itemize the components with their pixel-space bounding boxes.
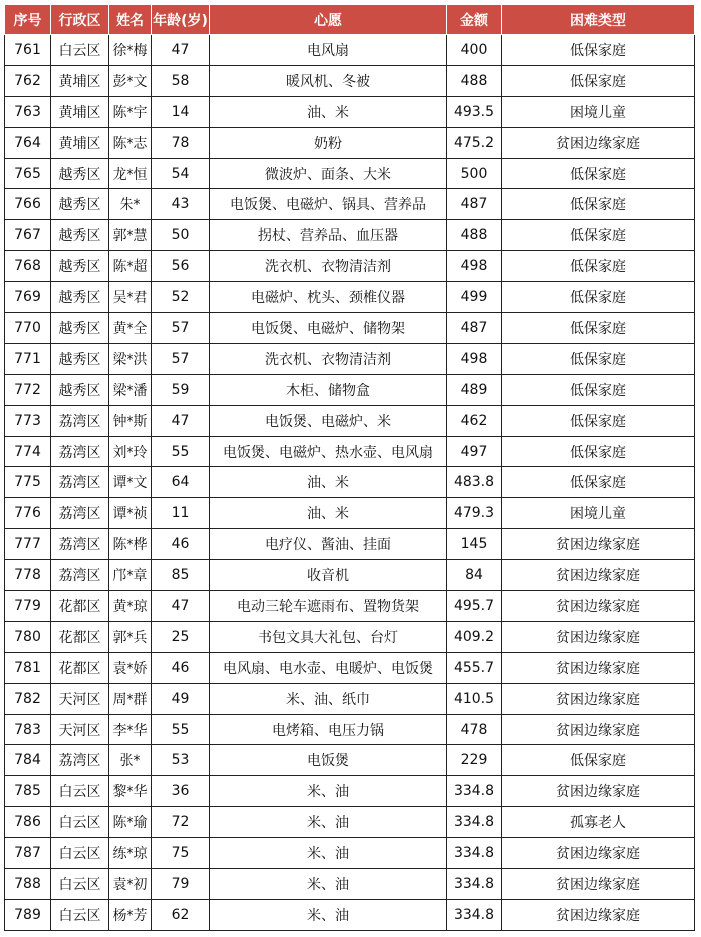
- cell-age: 62: [152, 899, 210, 930]
- table-row: [5, 899, 695, 930]
- cell-district: 白云区: [51, 776, 109, 807]
- cell-wish: 米、油: [210, 776, 447, 807]
- cell-name: 梁*洪: [109, 343, 152, 374]
- cell-index: 783: [5, 714, 51, 745]
- cell-age: 25: [152, 621, 210, 652]
- cell-name: 龙*恒: [109, 158, 152, 189]
- table-header: [5, 5, 695, 35]
- table-row: [5, 467, 695, 498]
- cell-wish: 洗衣机、衣物清洁剂: [210, 251, 447, 282]
- cell-amount: 488: [447, 65, 502, 96]
- table-body: [5, 35, 695, 931]
- cell-index: 766: [5, 189, 51, 220]
- cell-district: 荔湾区: [51, 467, 109, 498]
- cell-name: 黄*全: [109, 313, 152, 344]
- table-row: [5, 282, 695, 313]
- cell-name: 练*琼: [109, 838, 152, 869]
- cell-wish: 洗衣机、衣物清洁剂: [210, 343, 447, 374]
- cell-amount: 489: [447, 374, 502, 405]
- cell-index: 765: [5, 158, 51, 189]
- table-row: [5, 683, 695, 714]
- table-row: [5, 776, 695, 807]
- cell-wish: 电风扇: [210, 35, 447, 66]
- cell-wish: 拐杖、营养品、血压器: [210, 220, 447, 251]
- cell-hardship-type: 低保家庭: [502, 405, 695, 436]
- cell-wish: 电动三轮车遮雨布、置物货架: [210, 591, 447, 622]
- cell-district: 白云区: [51, 35, 109, 66]
- cell-amount: 334.8: [447, 776, 502, 807]
- table-row: [5, 251, 695, 282]
- cell-district: 花都区: [51, 652, 109, 683]
- cell-name: 彭*文: [109, 65, 152, 96]
- cell-index: 789: [5, 899, 51, 930]
- cell-index: 764: [5, 127, 51, 158]
- cell-district: 黄埔区: [51, 96, 109, 127]
- cell-district: 越秀区: [51, 313, 109, 344]
- cell-hardship-type: 贫困边缘家庭: [502, 529, 695, 560]
- cell-district: 越秀区: [51, 282, 109, 313]
- cell-index: 775: [5, 467, 51, 498]
- cell-hardship-type: 低保家庭: [502, 313, 695, 344]
- cell-index: 788: [5, 869, 51, 900]
- cell-wish: 电风扇、电水壶、电暖炉、电饭煲: [210, 652, 447, 683]
- cell-wish: 木柜、储物盒: [210, 374, 447, 405]
- cell-district: 越秀区: [51, 251, 109, 282]
- cell-age: 47: [152, 35, 210, 66]
- cell-index: 772: [5, 374, 51, 405]
- cell-index: 785: [5, 776, 51, 807]
- cell-name: 郭*兵: [109, 621, 152, 652]
- cell-age: 47: [152, 591, 210, 622]
- cell-amount: 409.2: [447, 621, 502, 652]
- cell-wish: 书包文具大礼包、台灯: [210, 621, 447, 652]
- cell-name: 徐*梅: [109, 35, 152, 66]
- cell-district: 荔湾区: [51, 436, 109, 467]
- cell-district: 荔湾区: [51, 745, 109, 776]
- cell-index: 771: [5, 343, 51, 374]
- cell-district: 白云区: [51, 869, 109, 900]
- cell-hardship-type: 低保家庭: [502, 374, 695, 405]
- cell-wish: 暖风机、冬被: [210, 65, 447, 96]
- table-row: [5, 65, 695, 96]
- cell-district: 荔湾区: [51, 405, 109, 436]
- cell-district: 荔湾区: [51, 529, 109, 560]
- cell-age: 59: [152, 374, 210, 405]
- cell-district: 白云区: [51, 838, 109, 869]
- cell-district: 白云区: [51, 899, 109, 930]
- cell-name: 张*: [109, 745, 152, 776]
- cell-amount: 498: [447, 251, 502, 282]
- table-row: [5, 498, 695, 529]
- table-row: [5, 652, 695, 683]
- table-row: [5, 529, 695, 560]
- cell-name: 黄*琼: [109, 591, 152, 622]
- table-row: [5, 374, 695, 405]
- header-cell-wish: 心愿: [210, 5, 447, 35]
- cell-age: 46: [152, 529, 210, 560]
- cell-age: 57: [152, 313, 210, 344]
- cell-hardship-type: 低保家庭: [502, 35, 695, 66]
- cell-index: 763: [5, 96, 51, 127]
- cell-district: 花都区: [51, 621, 109, 652]
- cell-index: 761: [5, 35, 51, 66]
- cell-wish: 电烤箱、电压力锅: [210, 714, 447, 745]
- cell-index: 784: [5, 745, 51, 776]
- table-row: [5, 35, 695, 66]
- cell-amount: 462: [447, 405, 502, 436]
- cell-hardship-type: 贫困边缘家庭: [502, 560, 695, 591]
- cell-age: 47: [152, 405, 210, 436]
- cell-wish: 奶粉: [210, 127, 447, 158]
- cell-amount: 495.7: [447, 591, 502, 622]
- cell-hardship-type: 贫困边缘家庭: [502, 776, 695, 807]
- cell-amount: 145: [447, 529, 502, 560]
- cell-wish: 收音机: [210, 560, 447, 591]
- cell-wish: 米、油: [210, 838, 447, 869]
- cell-index: 786: [5, 807, 51, 838]
- cell-name: 陈*瑜: [109, 807, 152, 838]
- cell-district: 白云区: [51, 807, 109, 838]
- cell-index: 777: [5, 529, 51, 560]
- table-row: [5, 127, 695, 158]
- cell-district: 荔湾区: [51, 560, 109, 591]
- cell-district: 越秀区: [51, 158, 109, 189]
- cell-wish: 油、米: [210, 467, 447, 498]
- cell-age: 75: [152, 838, 210, 869]
- cell-age: 36: [152, 776, 210, 807]
- cell-wish: 电饭煲、电磁炉、热水壶、电风扇: [210, 436, 447, 467]
- cell-amount: 487: [447, 189, 502, 220]
- cell-name: 陈*桦: [109, 529, 152, 560]
- cell-hardship-type: 低保家庭: [502, 220, 695, 251]
- cell-wish: 米、油: [210, 807, 447, 838]
- cell-age: 72: [152, 807, 210, 838]
- table-row: [5, 343, 695, 374]
- cell-amount: 400: [447, 35, 502, 66]
- cell-index: 773: [5, 405, 51, 436]
- cell-index: 776: [5, 498, 51, 529]
- cell-name: 吴*君: [109, 282, 152, 313]
- header-cell-amount: 金额: [447, 5, 502, 35]
- cell-name: 朱*: [109, 189, 152, 220]
- cell-name: 李*华: [109, 714, 152, 745]
- cell-name: 谭*文: [109, 467, 152, 498]
- cell-hardship-type: 贫困边缘家庭: [502, 127, 695, 158]
- cell-age: 50: [152, 220, 210, 251]
- table-row: [5, 220, 695, 251]
- cell-name: 杨*芳: [109, 899, 152, 930]
- cell-index: 781: [5, 652, 51, 683]
- cell-age: 64: [152, 467, 210, 498]
- cell-amount: 479.3: [447, 498, 502, 529]
- cell-wish: 微波炉、面条、大米: [210, 158, 447, 189]
- cell-district: 荔湾区: [51, 498, 109, 529]
- cell-hardship-type: 贫困边缘家庭: [502, 869, 695, 900]
- cell-amount: 229: [447, 745, 502, 776]
- cell-district: 越秀区: [51, 343, 109, 374]
- cell-name: 袁*娇: [109, 652, 152, 683]
- cell-index: 770: [5, 313, 51, 344]
- cell-index: 762: [5, 65, 51, 96]
- cell-age: 43: [152, 189, 210, 220]
- cell-hardship-type: 贫困边缘家庭: [502, 714, 695, 745]
- cell-wish: 电疗仪、酱油、挂面: [210, 529, 447, 560]
- table-row: [5, 436, 695, 467]
- cell-hardship-type: 贫困边缘家庭: [502, 591, 695, 622]
- cell-district: 天河区: [51, 683, 109, 714]
- wish-table: [4, 4, 695, 931]
- cell-amount: 334.8: [447, 838, 502, 869]
- table-row: [5, 807, 695, 838]
- header-cell-hardship-type: 困难类型: [502, 5, 695, 35]
- cell-age: 46: [152, 652, 210, 683]
- cell-hardship-type: 贫困边缘家庭: [502, 838, 695, 869]
- cell-hardship-type: 低保家庭: [502, 251, 695, 282]
- table-row: [5, 714, 695, 745]
- table-row: [5, 158, 695, 189]
- cell-age: 85: [152, 560, 210, 591]
- cell-amount: 498: [447, 343, 502, 374]
- cell-age: 56: [152, 251, 210, 282]
- cell-name: 谭*祯: [109, 498, 152, 529]
- cell-district: 黄埔区: [51, 65, 109, 96]
- cell-name: 陈*超: [109, 251, 152, 282]
- cell-name: 邝*章: [109, 560, 152, 591]
- cell-amount: 493.5: [447, 96, 502, 127]
- cell-hardship-type: 低保家庭: [502, 436, 695, 467]
- table-row: [5, 560, 695, 591]
- cell-wish: 电饭煲、电磁炉、锅具、营养品: [210, 189, 447, 220]
- cell-name: 钟*斯: [109, 405, 152, 436]
- cell-age: 53: [152, 745, 210, 776]
- cell-index: 787: [5, 838, 51, 869]
- cell-age: 57: [152, 343, 210, 374]
- cell-district: 黄埔区: [51, 127, 109, 158]
- cell-wish: 电饭煲、电磁炉、米: [210, 405, 447, 436]
- cell-index: 780: [5, 621, 51, 652]
- cell-age: 78: [152, 127, 210, 158]
- cell-wish: 米、油、纸巾: [210, 683, 447, 714]
- cell-amount: 334.8: [447, 899, 502, 930]
- cell-amount: 334.8: [447, 807, 502, 838]
- cell-age: 55: [152, 714, 210, 745]
- cell-hardship-type: 低保家庭: [502, 745, 695, 776]
- cell-wish: 油、米: [210, 96, 447, 127]
- cell-name: 陈*宇: [109, 96, 152, 127]
- cell-index: 768: [5, 251, 51, 282]
- cell-index: 774: [5, 436, 51, 467]
- cell-amount: 487: [447, 313, 502, 344]
- cell-district: 越秀区: [51, 220, 109, 251]
- cell-wish: 电饭煲: [210, 745, 447, 776]
- cell-hardship-type: 贫困边缘家庭: [502, 683, 695, 714]
- header-cell-age: 年龄(岁): [152, 5, 210, 35]
- table-row: [5, 869, 695, 900]
- cell-index: 778: [5, 560, 51, 591]
- cell-wish: 油、米: [210, 498, 447, 529]
- table-row: [5, 745, 695, 776]
- cell-hardship-type: 低保家庭: [502, 282, 695, 313]
- cell-age: 49: [152, 683, 210, 714]
- table-row: [5, 621, 695, 652]
- cell-hardship-type: 困境儿童: [502, 498, 695, 529]
- cell-name: 陈*志: [109, 127, 152, 158]
- cell-age: 11: [152, 498, 210, 529]
- cell-name: 刘*玲: [109, 436, 152, 467]
- cell-hardship-type: 低保家庭: [502, 65, 695, 96]
- cell-index: 769: [5, 282, 51, 313]
- cell-amount: 410.5: [447, 683, 502, 714]
- cell-age: 79: [152, 869, 210, 900]
- cell-amount: 497: [447, 436, 502, 467]
- cell-amount: 478: [447, 714, 502, 745]
- cell-age: 14: [152, 96, 210, 127]
- cell-wish: 米、油: [210, 869, 447, 900]
- cell-amount: 475.2: [447, 127, 502, 158]
- cell-district: 越秀区: [51, 189, 109, 220]
- table-row: [5, 189, 695, 220]
- cell-age: 52: [152, 282, 210, 313]
- cell-hardship-type: 孤寡老人: [502, 807, 695, 838]
- cell-wish: 电磁炉、枕头、颈椎仪器: [210, 282, 447, 313]
- cell-district: 花都区: [51, 591, 109, 622]
- cell-district: 天河区: [51, 714, 109, 745]
- cell-hardship-type: 困境儿童: [502, 96, 695, 127]
- cell-hardship-type: 贫困边缘家庭: [502, 899, 695, 930]
- header-cell-district: 行政区: [51, 5, 109, 35]
- cell-name: 梁*潘: [109, 374, 152, 405]
- cell-amount: 455.7: [447, 652, 502, 683]
- cell-amount: 499: [447, 282, 502, 313]
- cell-hardship-type: 贫困边缘家庭: [502, 621, 695, 652]
- cell-hardship-type: 低保家庭: [502, 467, 695, 498]
- cell-name: 郭*慧: [109, 220, 152, 251]
- cell-amount: 488: [447, 220, 502, 251]
- cell-wish: 米、油: [210, 899, 447, 930]
- wish-table-container: [4, 4, 695, 931]
- cell-name: 周*群: [109, 683, 152, 714]
- table-row: [5, 96, 695, 127]
- table-row: [5, 591, 695, 622]
- cell-hardship-type: 低保家庭: [502, 158, 695, 189]
- cell-age: 58: [152, 65, 210, 96]
- table-row: [5, 838, 695, 869]
- cell-amount: 500: [447, 158, 502, 189]
- cell-hardship-type: 低保家庭: [502, 343, 695, 374]
- cell-name: 袁*初: [109, 869, 152, 900]
- cell-district: 越秀区: [51, 374, 109, 405]
- cell-age: 55: [152, 436, 210, 467]
- cell-age: 54: [152, 158, 210, 189]
- cell-name: 黎*华: [109, 776, 152, 807]
- cell-hardship-type: 低保家庭: [502, 189, 695, 220]
- cell-index: 782: [5, 683, 51, 714]
- cell-hardship-type: 贫困边缘家庭: [502, 652, 695, 683]
- cell-amount: 483.8: [447, 467, 502, 498]
- table-row: [5, 313, 695, 344]
- header-cell-index: 序号: [5, 5, 51, 35]
- cell-amount: 334.8: [447, 869, 502, 900]
- header-row: [5, 5, 695, 35]
- cell-wish: 电饭煲、电磁炉、储物架: [210, 313, 447, 344]
- cell-index: 767: [5, 220, 51, 251]
- cell-index: 779: [5, 591, 51, 622]
- header-cell-name: 姓名: [109, 5, 152, 35]
- cell-amount: 84: [447, 560, 502, 591]
- table-row: [5, 405, 695, 436]
